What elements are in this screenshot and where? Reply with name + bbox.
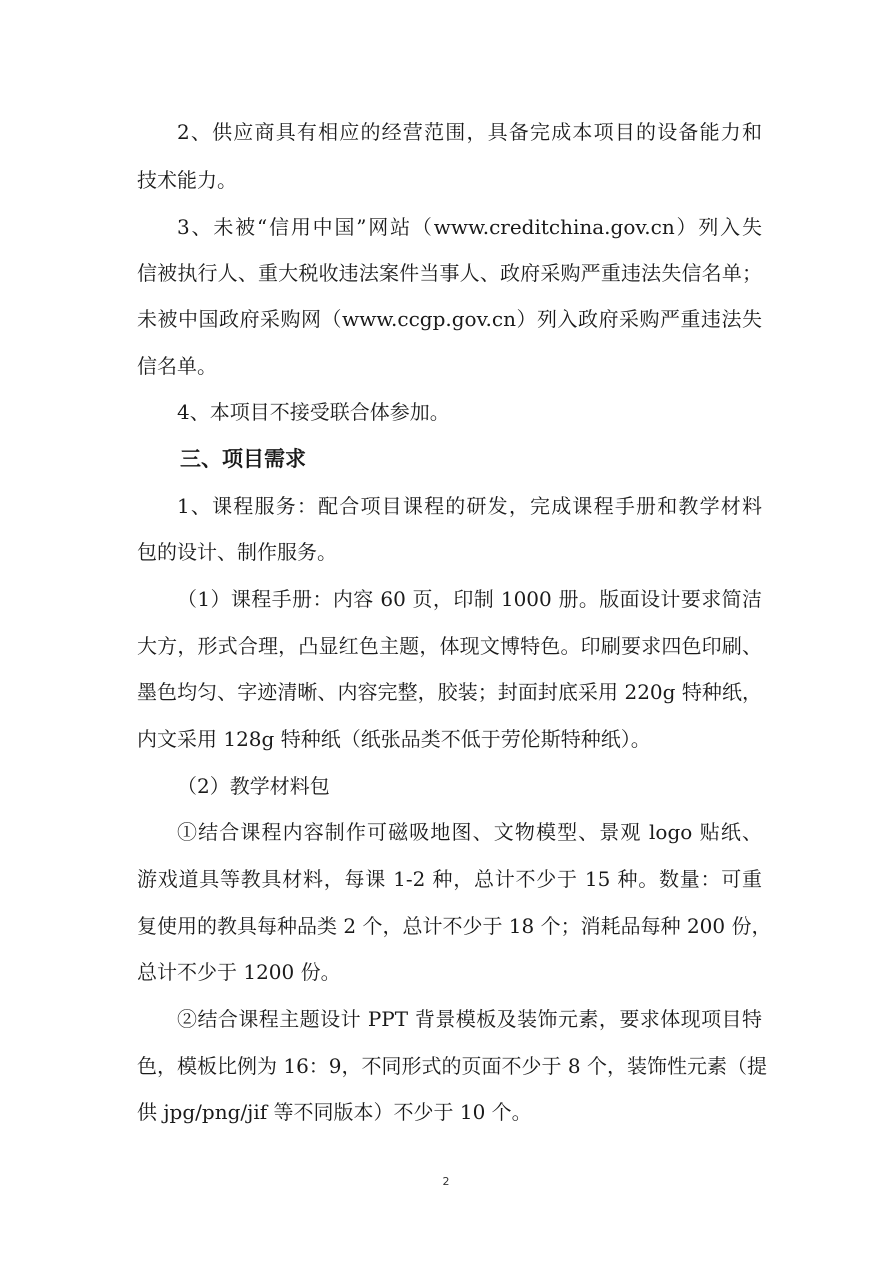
paragraph-line: 色，模板比例为 16：9，不同形式的页面不少于 8 个，装饰性元素（提 <box>137 1054 767 1078</box>
paragraph-line: 3、未被“信用中国”网站（www.creditchina.gov.cn）列入失 <box>177 215 762 239</box>
section-heading: 三、项目需求 <box>180 447 306 471</box>
paragraph-line: 未被中国政府采购网（www.ccgp.gov.cn）列入政府采购严重违法失 <box>137 307 762 331</box>
paragraph-line: 1、课程服务：配合项目课程的研发，完成课程手册和教学材料 <box>177 494 762 518</box>
paragraph-line: （1）课程手册：内容 60 页，印制 1000 册。版面设计要求简洁 <box>177 587 762 611</box>
paragraph-line: ②结合课程主题设计 PPT 背景模板及装饰元素，要求体现项目特 <box>177 1007 762 1031</box>
paragraph-line: 游戏道具等教具材料，每课 1-2 种，总计不少于 15 种。数量：可重 <box>137 867 762 891</box>
page-number: 2 <box>442 1175 450 1188</box>
paragraph-line: 技术能力。 <box>137 168 237 192</box>
paragraph-line: 总计不少于 1200 份。 <box>137 960 341 984</box>
paragraph-line: 内文采用 128g 特种纸（纸张品类不低于劳伦斯特种纸）。 <box>137 727 651 751</box>
paragraph-line: ①结合课程内容制作可磁吸地图、文物模型、景观 logo 贴纸、 <box>177 820 762 844</box>
paragraph-line: 包的设计、制作服务。 <box>137 540 337 564</box>
paragraph-line: 4、本项目不接受联合体参加。 <box>177 400 450 424</box>
paragraph-line: 墨色均匀、字迹清晰、内容完整，胶装；封面封底采用 220g 特种纸， <box>137 680 762 704</box>
paragraph-line: 供 jpg/png/jif 等不同版本）不少于 10 个。 <box>137 1100 532 1124</box>
paragraph-line: 2、供应商具有相应的经营范围，具备完成本项目的设备能力和 <box>177 120 762 144</box>
paragraph-line: 大方，形式合理，凸显红色主题，体现文博特色。印刷要求四色印刷、 <box>137 634 762 658</box>
paragraph-line: 信名单。 <box>137 354 217 378</box>
paragraph-line: 复使用的教具每种品类 2 个，总计不少于 18 个；消耗品每种 200 份， <box>137 914 772 938</box>
paragraph-line: （2）教学材料包 <box>177 774 330 798</box>
paragraph-line: 信被执行人、重大税收违法案件当事人、政府采购严重违法失信名单； <box>137 261 762 285</box>
